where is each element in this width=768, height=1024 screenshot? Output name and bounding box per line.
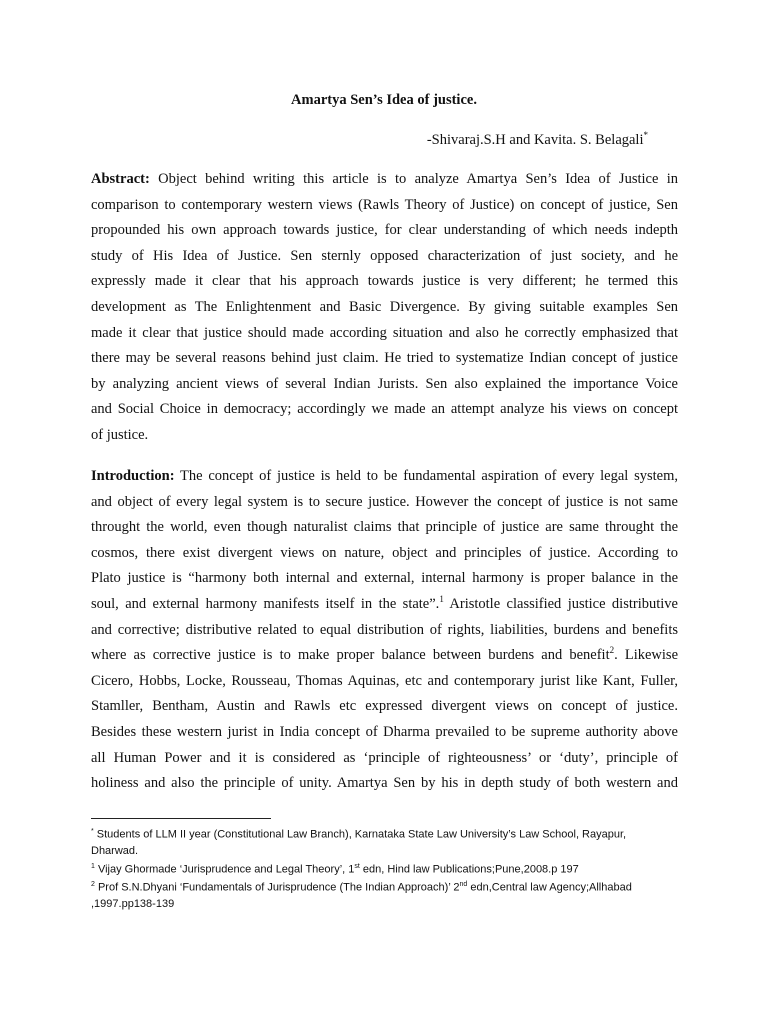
- footnote-ordinal: st: [354, 862, 360, 870]
- footnote-mark: 1: [91, 862, 95, 870]
- introduction-line: Besides these western jurist in India concept of Dharma prevailed to be supreme authority above: [91, 723, 678, 740]
- authors-line: [427, 130, 648, 149]
- abstract-line: development as The Enlightenment and Basic Divergence. By giving suitable examples Sen: [91, 298, 678, 315]
- abstract-label: Abstract:: [91, 171, 150, 187]
- introduction-line: throught the world, even though naturalist claims that principle of justice are same throught the: [91, 519, 678, 536]
- abstract-line: made it clear that justice should made according situation and also he correctly emphasized that: [91, 324, 678, 341]
- footnote-author: [91, 824, 691, 843]
- abstract-line: comparison to contemporary western views (Rawls Theory of Justice) on concept of justice, Sen: [91, 196, 678, 213]
- abstract-text: Object behind writing this article is to analyze Amartya Sen’s Idea of Justice in: [149, 171, 678, 187]
- footnote-1: [91, 859, 691, 878]
- introduction-label: Introduction:: [91, 468, 175, 484]
- footnotes: [91, 824, 691, 912]
- footnote-ordinal: nd: [459, 881, 468, 889]
- authors-footnote-mark: *: [643, 130, 648, 140]
- introduction-line: and corrective; distributive related to equal distribution of rights, liabilities, burdens and benefits: [91, 621, 678, 638]
- abstract-line: expressly made it clear that his approach towards justice is very different; he termed this: [91, 273, 678, 290]
- footnote-text: edn, Hind law Publications;Pune,2008.p 197: [359, 863, 579, 876]
- abstract-paragraph: [91, 167, 678, 449]
- introduction-text: . Likewise: [614, 647, 679, 664]
- introduction-line: Stamller, Bentham, Austin and Rawls etc expressed divergent views on concept of justice.: [91, 698, 678, 715]
- introduction-paragraph: [91, 464, 678, 797]
- abstract-line: and Social Choice in democracy; accordingly we made an attempt analyze his views on concept: [91, 401, 678, 418]
- introduction-line: Plato justice is “harmony both internal and external, internal harmony is proper balance in the: [91, 570, 678, 587]
- abstract-line: propounded his own approach towards justice, for clear understanding of which needs indepth: [91, 222, 678, 239]
- footnote-author-cont: Dharwad.: [91, 844, 139, 857]
- introduction-text: where as corrective justice is to make proper balance between burdens and benefit: [91, 647, 610, 664]
- footnote-text: Vijay Ghormade ‘Jurisprudence and Legal Theory’, 1: [94, 863, 355, 876]
- footnote-mark: *: [91, 828, 94, 835]
- introduction-line: cosmos, there exist divergent views on nature, object and principles of justice. According to: [91, 544, 678, 561]
- footnote-ref-1[interactable]: 1: [439, 594, 444, 605]
- footnote-ref-2[interactable]: 2: [609, 645, 615, 656]
- footnote-text: Students of LLM II year (Constitutional Law Branch), Karnataka State Law University’s Law School, Rayapur,: [93, 828, 627, 841]
- abstract-line: study of His Idea of Justice. Sen sternly opposed characterization of just society, and he: [91, 247, 678, 264]
- introduction-line: holiness and also the principle of unity. Amartya Sen by his in depth study of both western and: [91, 775, 678, 792]
- introduction-line: [91, 592, 678, 618]
- introduction-line: [91, 464, 678, 490]
- footnote-mark: 2: [91, 881, 95, 889]
- footnote-2-cont: ,1997.pp138-139: [91, 897, 175, 910]
- introduction-text: The concept of justice is held to be fundamental aspiration of every legal system,: [174, 468, 678, 484]
- introduction-line: all Human Power and it is considered as ‘principle of righteousness’ or ‘duty’, principle of: [91, 749, 678, 766]
- introduction-text: Aristotle classified justice distributive: [443, 595, 678, 612]
- footnote-divider: [91, 818, 271, 819]
- abstract-line: there may be several reasons behind just claim. He tried to systematize Indian concept of justice: [91, 350, 678, 367]
- introduction-text: soul, and external harmony manifests itself in the state”.: [91, 595, 440, 612]
- introduction-line: Cicero, Hobbs, Locke, Rousseau, Thomas Aquinas, etc and contemporary jurist like Kant, Fuller,: [91, 672, 678, 689]
- introduction-line: [91, 643, 678, 669]
- footnote-text: Prof S.N.Dhyani ‘Fundamentals of Jurisprudence (The Indian Approach)’ 2: [94, 881, 460, 894]
- abstract-line: of justice.: [91, 426, 149, 443]
- introduction-line: and object of every legal system is to secure justice. However the concept of justice is not same: [91, 493, 678, 510]
- article-title: Amartya Sen’s Idea of justice.: [291, 92, 477, 108]
- footnote-2: [91, 877, 691, 896]
- footnote-text: edn,Central law Agency;Allhabad: [467, 881, 632, 894]
- abstract-line: by analyzing ancient views of several Indian Jurists. Sen also explained the importance Voice: [91, 375, 678, 392]
- abstract-line: [91, 167, 678, 193]
- authors-names: -Shivaraj.S.H and Kavita. S. Belagali: [426, 131, 644, 148]
